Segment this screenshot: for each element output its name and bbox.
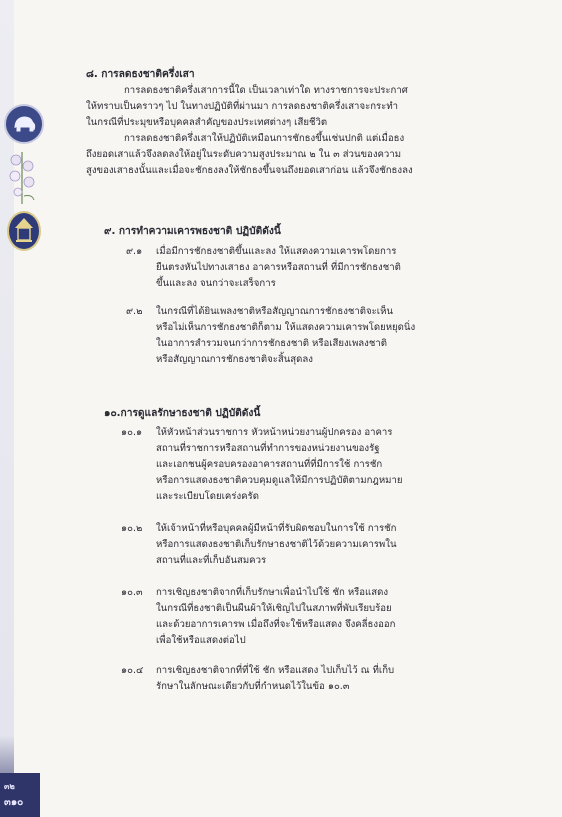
item-number: ๑๐.๔ [121, 665, 144, 676]
item-line: หรือการแสดงธงชาติควบคุมดูแลให้มีการปฏิบัติตามกฎหมาย [156, 475, 403, 486]
item-number: ๑๐.๓ [121, 587, 143, 598]
item-line: หรือการแสดงธงชาติเก็บรักษาธงชาติไว้ด้วยความเคารพใน [156, 539, 397, 550]
section-9-heading: ๙. การทำความเคารพธงชาติ ปฏิบัติดังนี้ [104, 226, 281, 237]
item-line: ในกรณีที่ได้ยินเพลงชาติหรือสัญญาณการชักธงชาติจะเห็น [156, 306, 393, 317]
item-line: และด้วยอาการเคารพ เมื่อถึงที่จะใช้หรือแสดง จึงคลี่ธงออก [156, 619, 396, 630]
paragraph-line: การลดธงชาติครึ่งเสาการนี้ใด เป็นเวลาเท่าใด ทางราชการจะประกาศ [124, 85, 408, 96]
item-line: สถานที่ราชการหรือสถานที่ทำการของหน่วยงานของรัฐ [156, 443, 380, 454]
item-line: สถานที่และที่เก็บอันสมควร [156, 555, 267, 566]
item-number: ๑๐.๒ [121, 523, 143, 534]
section-8-heading: ๘. การลดธงชาติครึ่งเสา [86, 69, 195, 80]
paragraph-line: การลดธงชาติครึ่งเสาให้ปฏิบัติเหมือนการชักธงขึ้นเช่นปกติ แต่เมื่อธง [124, 133, 405, 144]
page-number-small: ๓๒ [4, 782, 15, 791]
item-line: การเชิญธงชาติจากที่เก็บรักษาเพื่อนำไปใช้ ชัก หรือแสดง [156, 587, 389, 598]
item-line: หรือไม่เห็นการชักธงชาติก็ตาม ให้แสดงความเคารพโดยหยุดนิ่ง [156, 322, 416, 333]
item-line: ให้เจ้าหน้าที่หรือบุคคลผู้มีหน้าที่รับผิดชอบในการใช้ การชัก [156, 523, 397, 534]
paragraph-line: ในกรณีที่ประมุขหรือบุคคลสำคัญของประเทศต่างๆ เสียชีวิต [86, 117, 328, 128]
section-10-heading: ๑๐.การดูแลรักษาธงชาติ ปฏิบัติดังนี้ [104, 408, 261, 419]
item-line: ในอาการสำรวมจนกว่าการชักธงชาติ หรือเสียงเพลงชาติ [156, 338, 387, 349]
paragraph-line: ถึงยอดเสาแล้วจึงลดลงให้อยู่ในระดับความสูงประมาณ ๒ ใน ๓ ส่วนของความ [86, 149, 402, 160]
item-line: การเชิญธงชาติจากที่ที่ใช้ ชัก หรือแสดง ไปเก็บไว้ ณ ที่เก็บ [156, 665, 395, 676]
item-line: ขึ้นและลง จนกว่าจะเสร็จการ [156, 278, 276, 289]
item-line: ยืนตรงหันไปทางเสาธง อาคารหรือสถานที่ ที่มีการชักธงชาติ [156, 262, 401, 273]
pavilion-emblem-icon [7, 211, 41, 251]
item-number: ๙.๑ [126, 246, 143, 257]
item-line: ให้หัวหน้าส่วนราชการ หัวหน้าหน่วยงานผู้ปกครอง อาคาร [156, 427, 393, 438]
item-line: ในกรณีที่ธงชาติเป็นผืนผ้าให้เชิญไปในสภาพที่พับเรียบร้อย [156, 603, 392, 614]
item-line: เพื่อใช้หรือแสดงต่อไป [156, 635, 246, 646]
item-line: เมื่อมีการชักธงชาติขึ้นและลง ให้แสดงความเคารพโดยการ [156, 246, 397, 257]
paragraph-line: ให้ทราบเป็นคราวๆ ไป ในทางปฏิบัติที่ผ่านมา การลดธงชาติครึ่งเสาจะกระทำ [86, 101, 399, 112]
item-line: รักษาในลักษณะเดียวกับที่กำหนดไว้ในข้อ ๑๐.๓ [156, 681, 350, 692]
flower-ornament-icon [2, 150, 42, 206]
item-number: ๑๐.๑ [121, 427, 143, 438]
item-line: หรือสัญญาณการชักธงชาติจะสิ้นสุดลง [156, 354, 313, 365]
item-line: และระเบียบโดยเคร่งครัด [156, 491, 259, 502]
white-elephant-emblem-icon [4, 104, 44, 144]
footer-page-block [0, 773, 40, 817]
paragraph-line: สูงของเสาธงนั้นและเมื่อจะชักธงลงให้ชักธงขึ้นจนถึงยอดเสาก่อน แล้วจึงชักธงลง [86, 165, 413, 176]
page-number-large: ๓๑๐ [4, 797, 24, 808]
item-number: ๙.๒ [126, 306, 143, 317]
item-line: และเอกชนผู้ครอบครองอาคารสถานที่ที่มีการใช้ การชัก [156, 459, 383, 470]
